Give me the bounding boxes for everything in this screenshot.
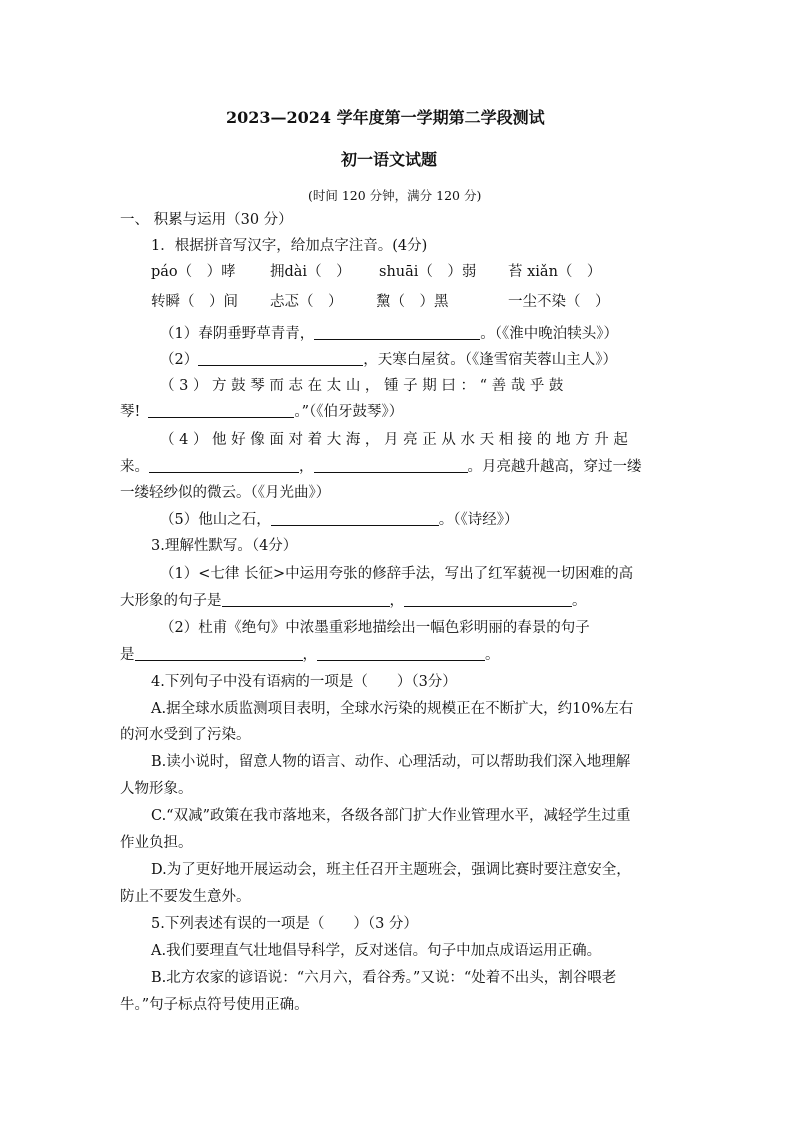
text: 。月亮越升越高，穿过一缕	[467, 459, 642, 475]
text: 是	[120, 647, 135, 663]
answer-blank[interactable]	[198, 351, 363, 366]
q1-item: 苔 xiǎn（ ）	[508, 264, 602, 280]
q3-line-3: （2）杜甫《绝句》中浓墨重彩地描绘出一幅色彩明丽的春景的句子	[160, 620, 590, 636]
q2-line-4	[120, 402, 403, 422]
q4-option-d-cont: 防止不要发生意外。	[120, 889, 251, 905]
text: ，	[302, 647, 317, 663]
q4-option-c-cont: 作业负担。	[120, 835, 193, 851]
q2-line-8	[160, 510, 518, 530]
answer-blank[interactable]	[404, 592, 572, 607]
q1-item: páo（ ）哮	[151, 264, 236, 280]
text: 。（《淮中晚泊犊头》）	[480, 326, 618, 342]
answer-blank[interactable]	[148, 403, 294, 418]
q2-line-5: （ 4 ） 他 好 像 面 对 着 大 海 ， 月 亮 正 从 水 天 相 接 的 地 方 升 起	[160, 432, 628, 448]
q5-option-b-cont: 牛。”句子标点符号使用正确。	[120, 997, 309, 1013]
q3-line-1: （1）<七律 长征>中运用夸张的修辞手法，写出了红军藐视一切困难的高	[160, 566, 634, 582]
q1-item: 忐忑（ ）	[270, 294, 343, 310]
q5-option-b: B.北方农家的谚语说：“六月六，看谷秀。”又说：“处着不出头，割谷喂老	[151, 970, 617, 986]
q2-line-6	[120, 457, 642, 477]
text: 。	[572, 593, 587, 609]
q1-stem: 1．根据拼音写汉字，给加点字注音。(4分)	[151, 238, 428, 254]
q3-line-2	[120, 591, 587, 611]
time-note: (时间 120 分钟，满分 120 分)	[308, 188, 482, 203]
q4-option-b: B.读小说时，留意人物的语言、动作、心理活动，可以帮助我们深入地理解	[151, 754, 631, 770]
answer-blank[interactable]	[135, 646, 303, 661]
q1-item: 转瞬（ ）间	[151, 294, 238, 310]
q4-stem: 4.下列句子中没有语病的一项是（ ）（3分）	[151, 674, 457, 690]
q1-item: 黧（ ）黑	[376, 294, 449, 310]
page-subtitle: 初一语文试题	[341, 150, 438, 169]
q2-line-7: 一缕轻纱似的微云。（《月光曲》）	[120, 485, 331, 501]
answer-blank[interactable]	[317, 646, 485, 661]
text: ，	[299, 459, 314, 475]
text: ，	[389, 593, 404, 609]
answer-blank[interactable]	[314, 325, 480, 340]
q3-stem: 3.理解性默写。（4分）	[151, 538, 298, 554]
q3-line-4	[120, 645, 500, 665]
q2-line-2	[160, 350, 617, 370]
text: 。	[485, 647, 500, 663]
q1-item: shuāi（ ）弱	[379, 264, 477, 280]
q4-option-c: C.“双减”政策在我市落地来，各级各部门扩大作业管理水平，减轻学生过重	[151, 808, 631, 824]
q4-option-a: A.据全球水质监测项目表明，全球水污染的规模正在不断扩大，约10%左右	[151, 701, 634, 717]
q4-option-b-cont: 人物形象。	[120, 781, 193, 797]
q5-option-a: A.我们要理直气壮地倡导科学，反对迷信。句子中加点成语运用正确。	[151, 943, 602, 959]
page-title: 2023—2024 学年度第一学期第二学段测试	[226, 108, 545, 127]
text: 。”（《伯牙鼓琴》）	[294, 404, 404, 420]
q1-item: 一尘不染（ ）	[508, 294, 610, 310]
text: （5）他山之石，	[160, 512, 271, 528]
text: ，天寒白屋贫。（《逢雪宿芙蓉山主人》）	[363, 352, 617, 368]
answer-blank[interactable]	[271, 511, 439, 526]
text: （2）	[160, 352, 199, 368]
text: （1）春阴垂野草青青，	[160, 326, 315, 342]
q2-line-1	[160, 324, 618, 344]
q4-option-d: D.为了更好地开展运动会，班主任召开主题班会，强调比赛时要注意安全，	[151, 862, 631, 878]
text: 大形象的句子是	[120, 593, 222, 609]
section-heading: 一、 积累与运用（30 分）	[120, 212, 293, 228]
answer-blank[interactable]	[222, 592, 390, 607]
text: 来。	[120, 459, 149, 475]
answer-blank[interactable]	[314, 458, 468, 473]
q5-stem: 5.下列表述有误的一项是（ ）（3 分）	[151, 916, 418, 932]
text: 琴!	[120, 404, 141, 420]
text: 。（《诗经》）	[438, 512, 519, 528]
answer-blank[interactable]	[149, 458, 299, 473]
q1-item: 拥dài（ ）	[270, 264, 351, 280]
q4-option-a-cont: 的河水受到了污染。	[120, 727, 251, 743]
q2-line-3: （ 3 ） 方 鼓 琴 而 志 在 太 山 ， 锺 子 期 曰 ： “ 善 哉 乎 鼓	[160, 378, 564, 394]
